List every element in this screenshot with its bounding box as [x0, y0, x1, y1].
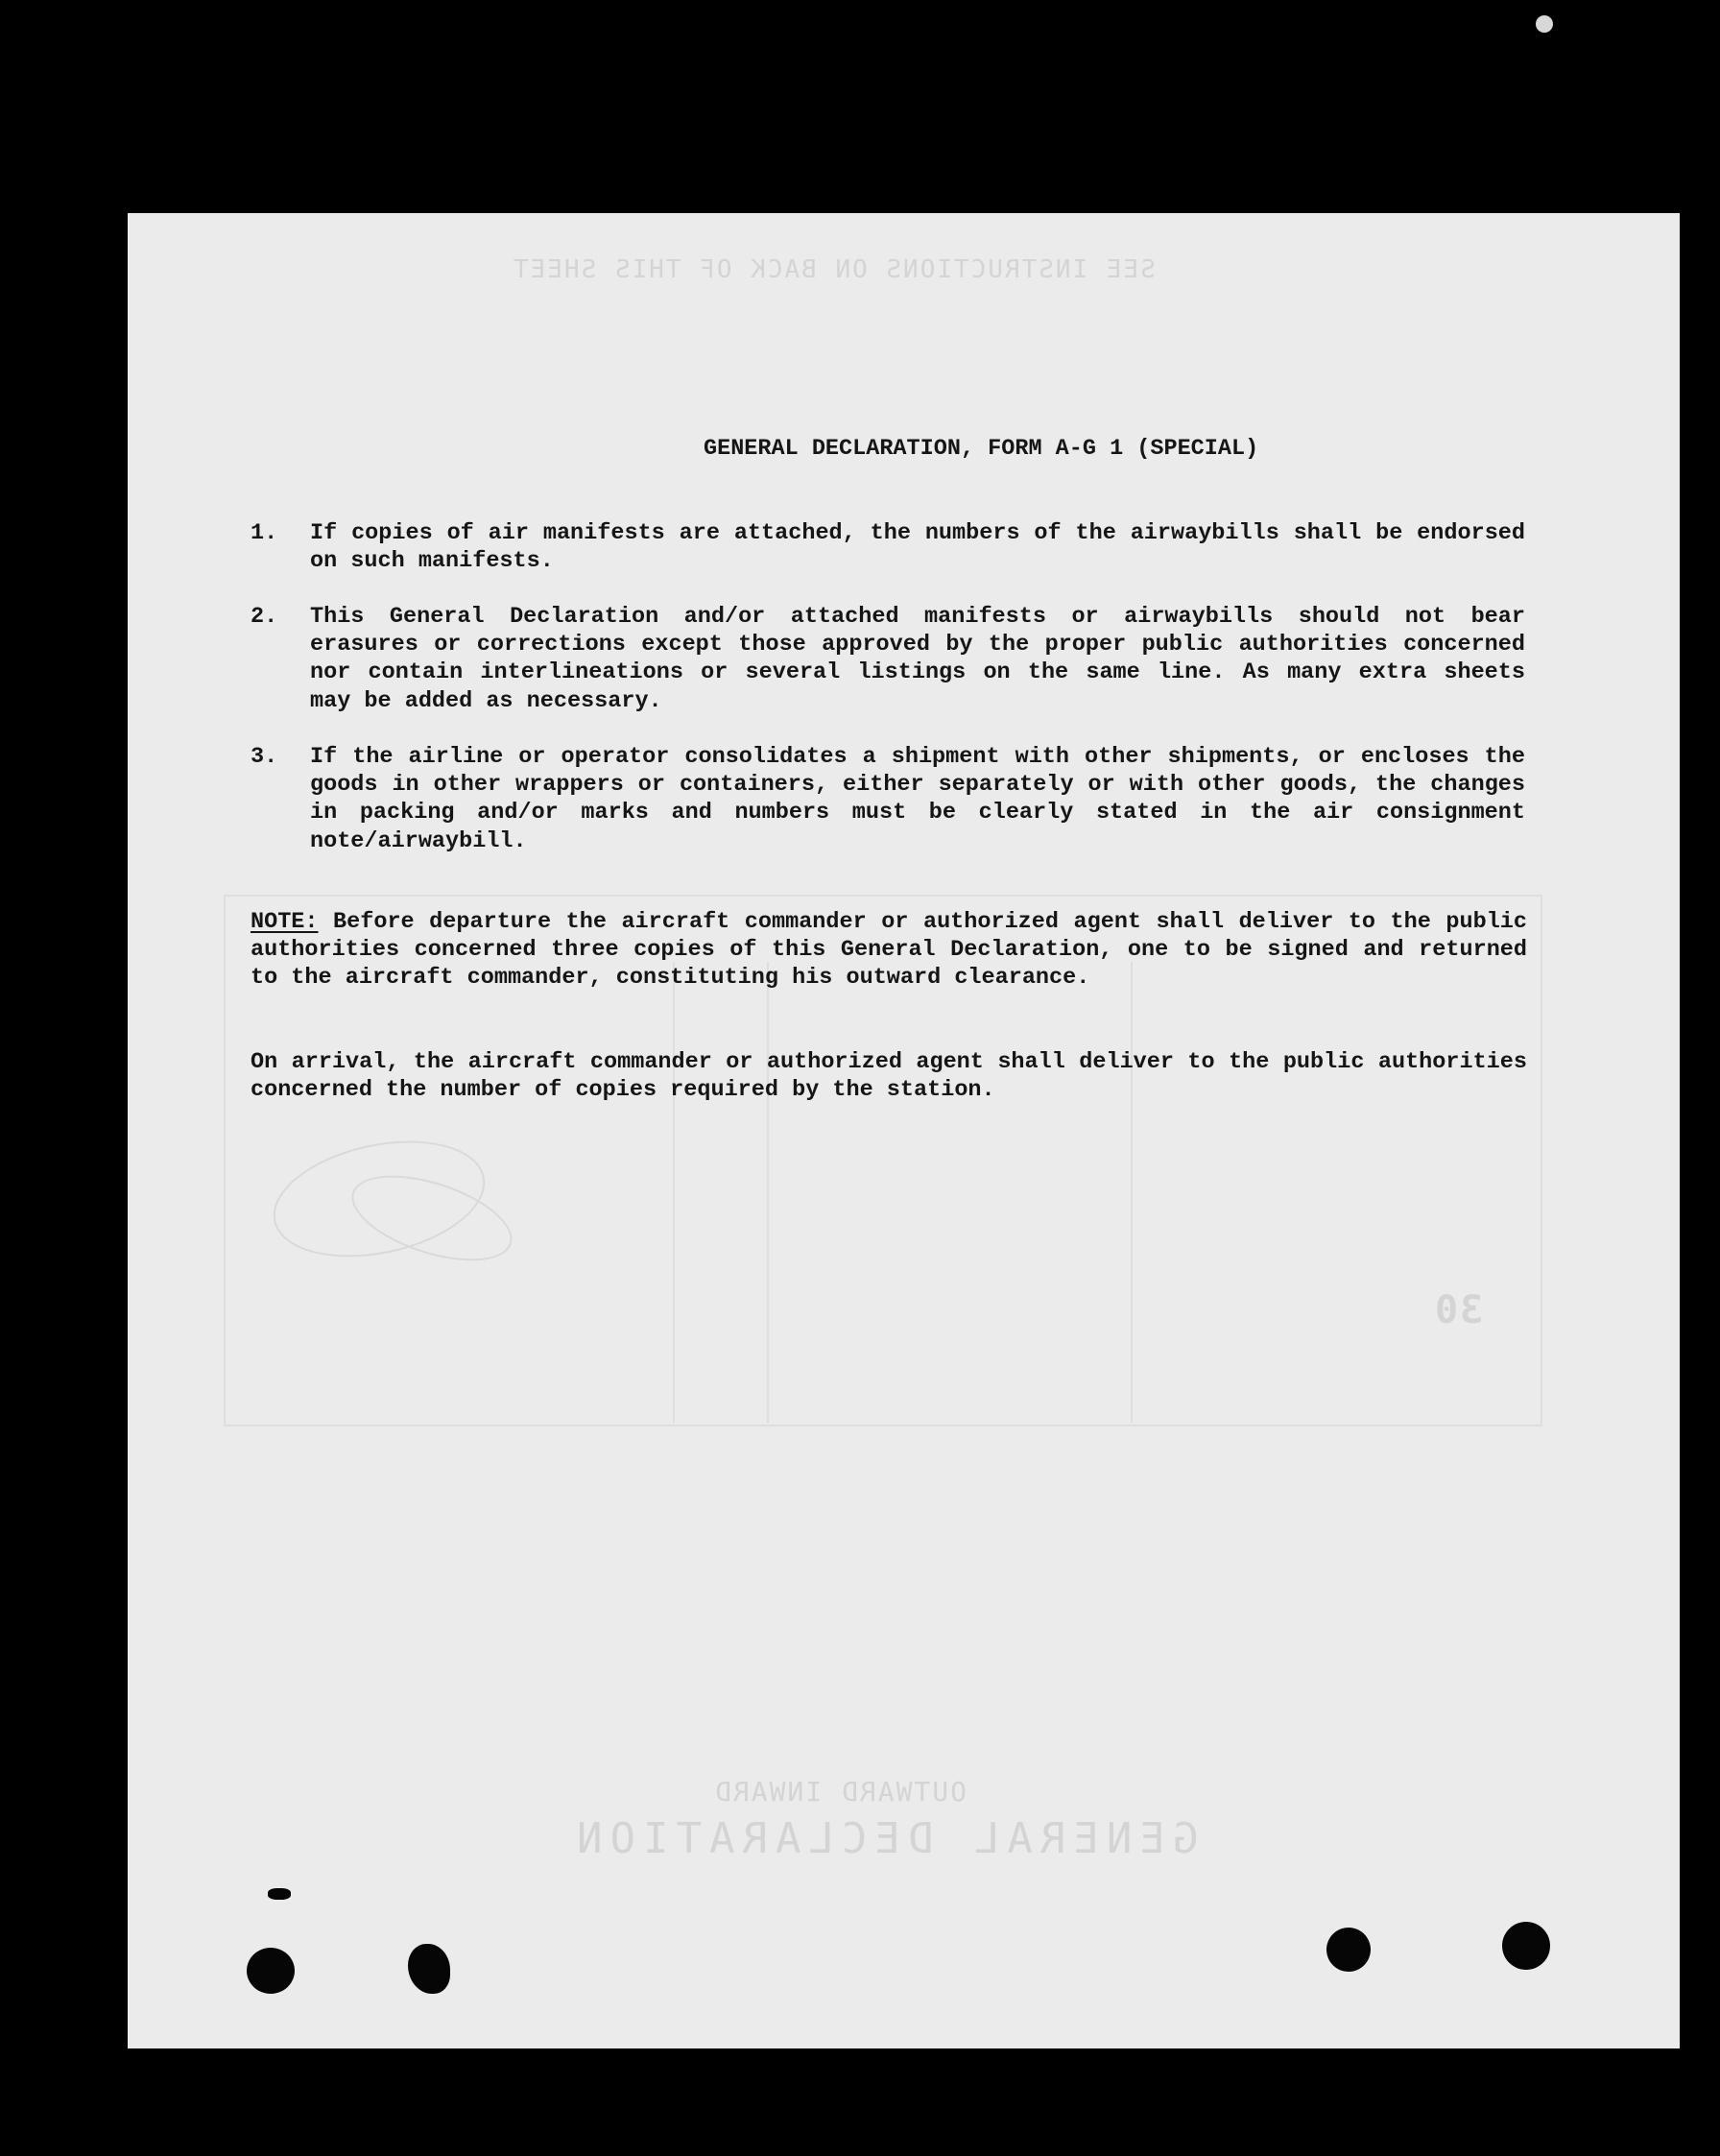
- show-through-table-column: [673, 962, 675, 1423]
- show-through-table-column: [767, 962, 769, 1423]
- item-number: 1.: [251, 520, 278, 546]
- arrival-paragraph: On arrival, the aircraft commander or authorized agent shall deliver to the public authorities concerned the number of copies required by the station.: [251, 1049, 1527, 1104]
- show-through-top-line: SEE INSTRUCTIONS ON BACK OF THIS SHEET: [512, 255, 1156, 284]
- item-text: This General Declaration and/or attached manifests or airwaybills should not bear erasures or corrections except those approved by the proper public authorities concerned nor contain interlineations or several listings on the same line. As many extra sheets may be added as necessary.: [310, 604, 1525, 714]
- note-label: NOTE:: [251, 909, 319, 935]
- punch-hole: [408, 1944, 450, 1994]
- item-text: If the airline or operator consolidates a shipment with other shipments, or encloses the goods in other wrappers or containers, either separately or with other goods, the changes in packing and/or marks and numbers must be clearly stated in the air consignment note/airwaybill.: [310, 744, 1525, 854]
- page-title: GENERAL DECLARATION, FORM A-G 1 (SPECIAL): [704, 436, 1259, 462]
- item-number: 2.: [251, 604, 278, 630]
- punch-hole: [247, 1948, 295, 1994]
- ink-mark: [268, 1888, 291, 1900]
- item-text: If copies of air manifests are attached, the numbers of the airwaybills shall be endorsed on such manifests.: [310, 520, 1525, 575]
- show-through-subheading: OUTWARD INWARD: [713, 1776, 968, 1808]
- corner-hole: [1536, 15, 1553, 33]
- note-text: Before departure the aircraft commander or authorized agent shall deliver to the public authorities concerned three copies of this General Declaration, one to be signed and returned to the aircraft commander, constituting his outward clearance.: [251, 909, 1527, 992]
- show-through-heading: GENERAL DECLARATION: [569, 1814, 1199, 1863]
- item-number: 3.: [251, 744, 278, 770]
- punch-hole: [1326, 1928, 1371, 1972]
- document-page: [128, 213, 1680, 2048]
- punch-hole: [1502, 1922, 1550, 1970]
- show-through-number: 30: [1433, 1288, 1484, 1332]
- note-paragraph: [251, 908, 1527, 993]
- show-through-table-column: [1131, 962, 1133, 1423]
